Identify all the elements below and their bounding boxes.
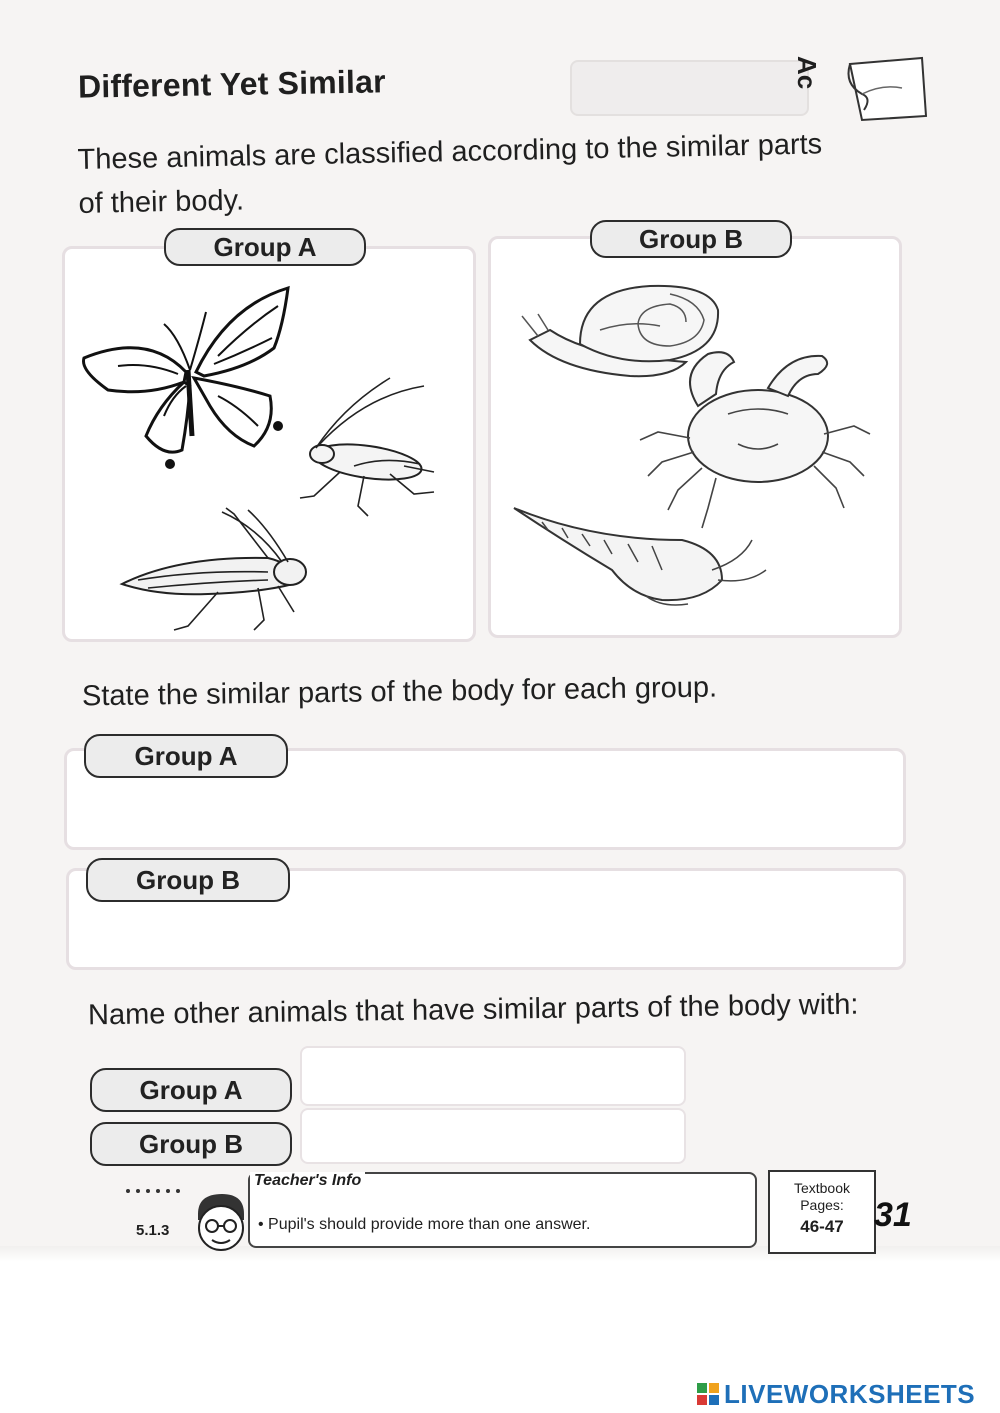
- group-b-other-answer-box[interactable]: [300, 1108, 686, 1164]
- pages-value: 46-47: [800, 1217, 844, 1236]
- page-number: 31: [874, 1196, 912, 1234]
- notepad-rings-icon: [124, 1186, 184, 1196]
- group-a-header-pill: Group A: [164, 228, 366, 266]
- page-title: Different Yet Similar: [77, 63, 387, 105]
- header-corner-text: Ac: [792, 56, 822, 90]
- page-curl-icon: [842, 54, 930, 124]
- liveworksheets-logo-icon: [696, 1382, 720, 1406]
- grasshopper-icon: [118, 508, 314, 632]
- header-name-box: [570, 60, 809, 116]
- group-b-answer-label: Group B: [86, 858, 290, 902]
- group-b-header-pill: Group B: [590, 220, 792, 258]
- group-a-other-label: Group A: [90, 1068, 292, 1112]
- group-a-other-answer-box[interactable]: [300, 1046, 686, 1106]
- brand-name: LIVEWORKSHEETS: [724, 1378, 976, 1409]
- standard-code: 5.1.3: [136, 1222, 170, 1239]
- group-a-answer-label: Group A: [84, 734, 288, 778]
- pages-label: Pages:: [800, 1197, 844, 1213]
- liveworksheets-logo: [696, 1380, 975, 1408]
- teacher-avatar-icon: [192, 1190, 250, 1254]
- butterfly-icon: [78, 286, 298, 476]
- intro-text: These animals are classified according to the similar parts of their body.: [77, 128, 823, 220]
- teachers-info-text: • Pupil's should provide more than one answer.: [258, 1216, 591, 1233]
- cockroach-icon: [294, 376, 440, 522]
- question-1-text: State the similar parts of the body for each group.: [81, 671, 718, 713]
- group-b-other-label: Group B: [90, 1122, 292, 1166]
- question-2-text: Name other animals that have similar parts of the body with:: [87, 988, 859, 1032]
- textbook-pages-box: [768, 1170, 876, 1254]
- sea-shell-icon: [512, 500, 768, 610]
- textbook-label: Textbook: [793, 1180, 851, 1196]
- teachers-info-label: Teacher's Info: [250, 1172, 365, 1190]
